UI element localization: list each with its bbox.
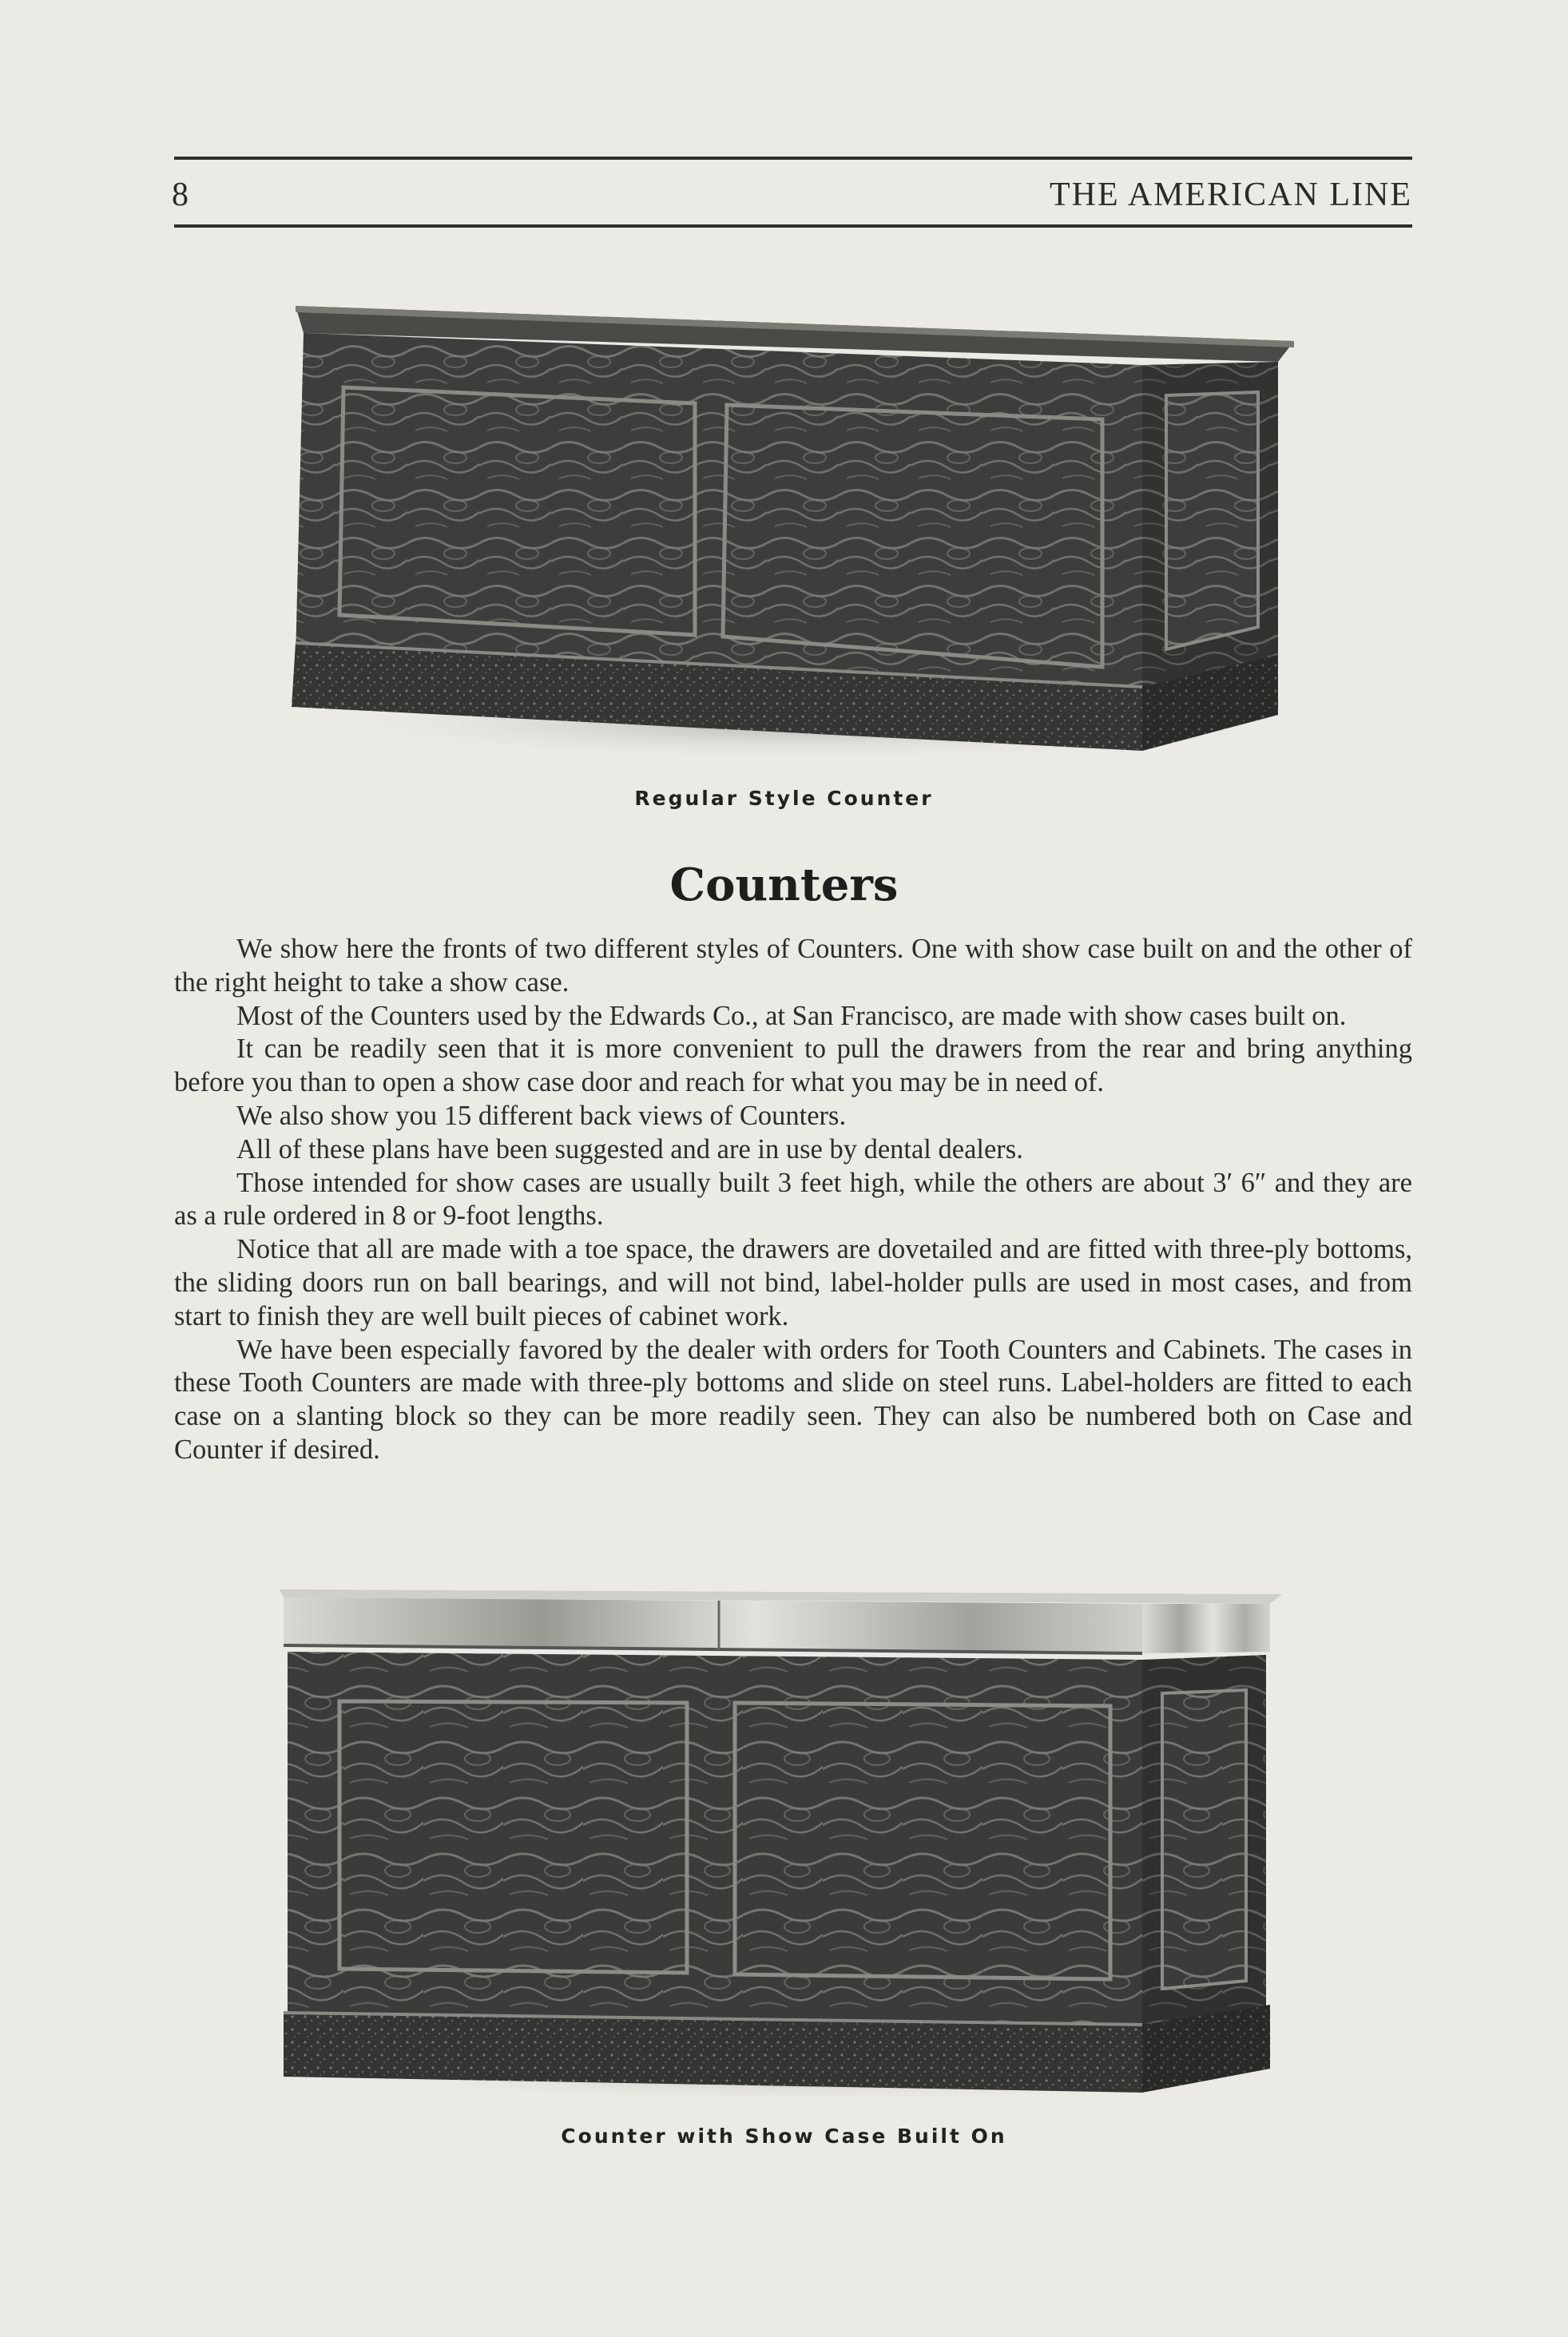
paragraph: We also show you 15 different back views of Counters. bbox=[236, 1100, 847, 1131]
showcase-counter-illustration bbox=[264, 1565, 1334, 2109]
paragraph: Those intended for show cases are usually built 3 feet high, while the others are about 3′ 6″ and they are as a rule ordered in 8 or 9-foot lengths. bbox=[174, 1167, 1412, 1232]
paragraph: It can be readily seen that it is more convenient to pull the drawers from the rear and bring anything before you than to open a show case door and reach for what you may be in need of. bbox=[174, 1034, 1412, 1098]
regular-counter-illustration bbox=[264, 292, 1334, 763]
top-figure-caption: Regular Style Counter bbox=[634, 787, 934, 810]
header-rule-top bbox=[174, 157, 1412, 160]
header-rule-bottom bbox=[174, 224, 1412, 228]
section-heading: Counters bbox=[669, 859, 899, 911]
running-head: THE AMERICAN LINE bbox=[1050, 177, 1412, 213]
paragraph: All of these plans have been suggested and are in use by dental dealers. bbox=[236, 1133, 1023, 1165]
bottom-figure-caption: Counter with Show Case Built On bbox=[561, 2125, 1007, 2148]
paragraph: Most of the Counters used by the Edwards Co., at San Francisco, are made with show cases built on. bbox=[236, 1000, 1347, 1031]
page-number: 8 bbox=[172, 177, 189, 213]
paragraph: Notice that all are made with a toe space, the drawers are dovetailed and are fitted with three-ply bottoms, the sliding doors run on ball bearings, and will not bind, label-holder pulls are used in most cases, and from start to finish they are well built pieces of cabinet work. bbox=[174, 1234, 1412, 1331]
paragraph: We have been especially favored by the dealer with orders for Tooth Counters and Cabinets. The cases in these Tooth Counters are made with three-ply bottoms and slide on steel runs. Label-holders are fitted to each case on a slanting block so they can be more readily seen. They can also be numbered both on Case and Counter if desired. bbox=[174, 1334, 1412, 1465]
paragraph: We show here the fronts of two different styles of Counters. One with show case built on and the other of the right height to take a show case. bbox=[174, 934, 1412, 998]
article-body bbox=[174, 933, 1412, 1467]
